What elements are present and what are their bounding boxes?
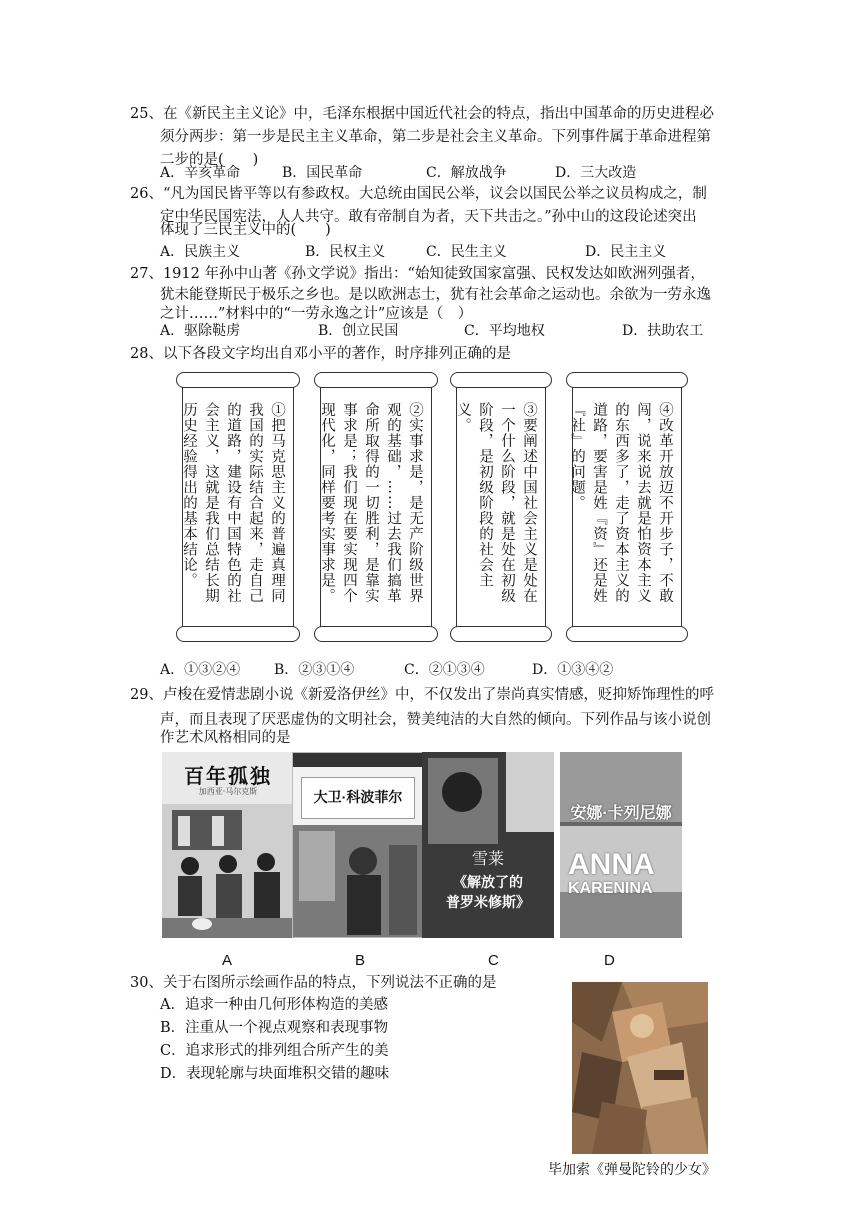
q26-line-3: 体现了三民主义中的( ) — [160, 222, 331, 238]
q30-stem: 30、关于右图所示绘画作品的特点，下列说法不正确的是 — [130, 975, 497, 991]
q28-option-a: A．①③②④ — [160, 662, 241, 678]
q28-option-b: B．②③①④ — [274, 662, 355, 678]
q27-line-2: 犹未能登斯民于极乐之乡也。是以欧洲志士，犹有社会革命之运动也。余欲为一劳永逸 — [160, 287, 711, 303]
q25-option-b: B．国民革命 — [282, 165, 363, 181]
q30-option-d: D．表现轮廓与块面堆积交错的趣味 — [160, 1066, 390, 1082]
scroll-1-text: ①把马克思主义的普遍真理同我国的实际结合起来，走自己的道路，建设有中国特色的社会主义，这就是我们总结长期历史经验得出的基本结论。 — [181, 402, 285, 604]
painting-caption: 毕加索《弹曼陀铃的少女》 — [548, 1162, 716, 1178]
book-c-title: 雪莱 — [471, 849, 504, 868]
scroll-3 — [450, 372, 552, 642]
q28-options — [160, 660, 720, 680]
q25-options — [160, 163, 720, 183]
q29-line-1: 29、卢梭在爱情悲剧小说《新爱洛伊丝》中，不仅发出了崇尚真实情感，贬抑矫饰理性的呼 — [130, 687, 714, 703]
q26-option-b: B．民权主义 — [305, 244, 386, 260]
picasso-painting — [572, 982, 708, 1154]
scroll-4 — [566, 372, 688, 642]
book-a-woodcut — [162, 804, 294, 938]
q30-option-c: C．追求形式的排列组合所产生的美 — [160, 1043, 389, 1059]
q27-option-b: B．创立民国 — [318, 323, 399, 339]
book-d-en-1: ANNA — [568, 848, 655, 881]
q27-option-c: C．平均地权 — [464, 323, 545, 339]
q26-option-d: D．民主主义 — [585, 244, 667, 260]
book-a-author: 加西亚·马尔克斯 — [198, 787, 258, 796]
q26-option-c: C．民生主义 — [426, 244, 507, 260]
book-b-title: 大卫·科波菲尔 — [313, 789, 403, 805]
q29-line-3: 作艺术风格相同的是 — [160, 730, 291, 746]
book-cover-b — [292, 752, 424, 938]
book-d-caption: D — [604, 952, 615, 969]
book-c-caption: C — [488, 952, 499, 969]
book-b-painting — [293, 825, 423, 937]
scroll-3-text: ③要阐述中国社会主义是处在一个什么阶段，就是处在初级阶段，是初级阶段的社会主义。 — [455, 402, 537, 604]
q26-options — [160, 242, 720, 262]
book-cover-c — [422, 752, 554, 938]
q25-line-1: 25、在《新民主主义论》中，毛泽东根据中国近代社会的特点，指出中国革命的历史进程必 — [130, 106, 714, 122]
q28-option-c: C．②①③④ — [404, 662, 485, 678]
q27-options — [160, 321, 720, 341]
scroll-2 — [314, 372, 438, 642]
book-c-subtitle-1: 《解放了的 — [453, 875, 523, 891]
book-cover-d — [560, 752, 682, 938]
book-a-title: 百年孤独 — [184, 764, 272, 788]
q26-line-2: 定中华民国宪法，人人共守。敢有帝制自为者，天下共击之。”孙中山的这段论述突出 — [160, 209, 697, 225]
q27-option-d: D．扶助农工 — [622, 323, 704, 339]
q25-option-c: C．解放战争 — [426, 165, 507, 181]
q25-line-2: 须分两步：第一步是民主主义革命，第二步是社会主义革命。下列事件属于革命进程第 — [160, 129, 711, 145]
book-c-subtitle-2: 普罗米修斯》 — [446, 895, 530, 911]
scroll-2-text: ②实事求是，是无产阶级世界观的基础，……过去我们搞革命所取得的一切胜利，是靠实事求是；我们现在要实现四个现代化，同样要考实事求是。 — [319, 402, 423, 604]
q25-option-a: A．辛亥革命 — [160, 165, 241, 181]
scroll-4-text: ④改革开放迈不开步子，不敢闯，说来说去就是怕资本主义的东西多了，走了资本主义的道路，要害是姓『资』还是姓『社』的问题。 — [569, 402, 673, 604]
q28-stem: 28、以下各段文字均出自邓小平的著作，时序排列正确的是 — [130, 346, 511, 362]
q30-option-b: B．注重从一个视点观察和表现事物 — [160, 1020, 389, 1036]
book-d-title: 安娜·卡列尼娜 — [570, 805, 672, 822]
q25-option-d: D．三大改造 — [555, 165, 637, 181]
q27-option-a: A．驱除鞑虏 — [160, 323, 241, 339]
q26-line-1: 26、“凡为国民皆平等以有参政权。大总统由国民公举，议会以国民公举之议员构成之，制 — [130, 186, 707, 202]
q27-line-1: 27、1912 年孙中山著《孙文学说》指出：“始知徒致国家富强、民权发达如欧洲列强者， — [130, 266, 705, 282]
q29-line-2: 声，而且表现了厌恶虚伪的文明社会，赞美纯洁的大自然的倾向。下列作品与该小说创 — [160, 712, 711, 728]
book-d-en-2: KARENINA — [568, 880, 653, 897]
scroll-1 — [176, 372, 300, 642]
book-b-caption: B — [355, 952, 366, 969]
book-a-caption: A — [222, 952, 233, 969]
book-cover-a — [162, 752, 294, 938]
q30-option-a: A．追求一种由几何形体构造的美感 — [160, 997, 388, 1013]
q26-option-a: A．民族主义 — [160, 244, 241, 260]
q25-line-3: 二步的是( ) — [160, 152, 259, 168]
q27-line-3: 之计……”材料中的“一劳永逸之计”应该是（ ） — [160, 306, 473, 322]
q28-option-d: D．①③④② — [532, 662, 614, 678]
